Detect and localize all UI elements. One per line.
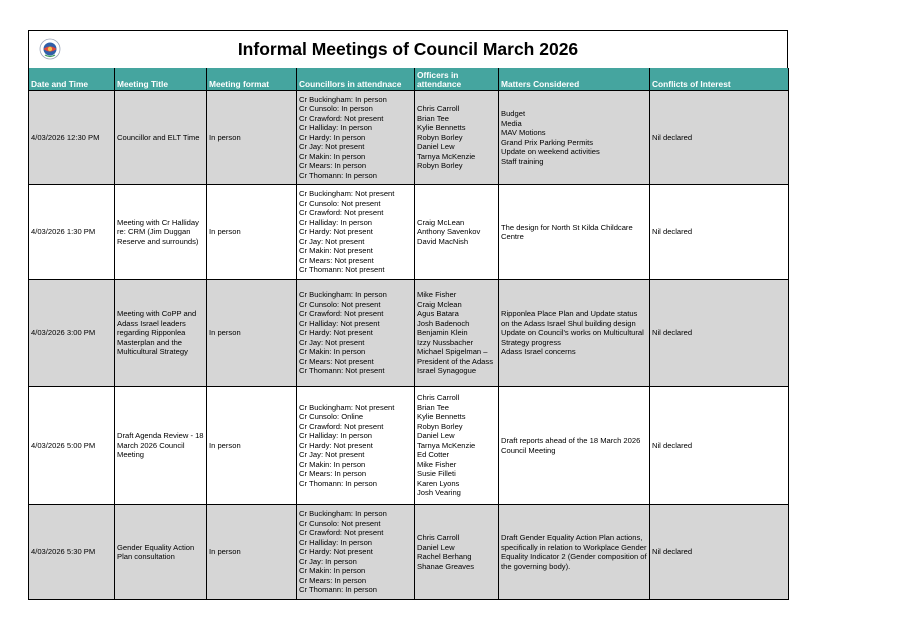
councillor-attendance: Cr Crawford: Not present [299,309,384,319]
table-row [29,91,789,185]
date-time: 4/03/2026 5:00 PM [31,440,96,450]
matter-item: Update on Council's works on Multicultural Strategy progress [501,328,644,347]
matter-item: Update on weekend activities [501,147,600,156]
officer-name: Brian Tee [417,402,449,412]
meeting-title-cell [115,280,207,387]
councillor-attendance: Cr Thomann: In person [299,585,377,595]
meeting-format: In person [209,132,241,142]
councillor-attendance: Cr Crawford: Not present [299,528,384,538]
conflicts-value: Nil declared [652,547,693,557]
officer-name: Israel Synagogue [417,366,477,376]
councillor-attendance: Cr Thomann: In person [299,478,377,488]
officer-name: Mike Fisher [417,290,457,300]
table-row [29,387,789,505]
councillor-attendance: Cr Jay: Not present [299,337,365,347]
matter-item: Staff training [501,156,544,166]
officer-name: Chris Carroll [417,533,460,542]
meeting-format: In person [209,547,241,557]
table-header-row [29,68,789,91]
officer-name: Chris Carroll [417,104,460,114]
meeting-title-cell [115,91,207,185]
councillor-attendance: Cr Hardy: Not present [299,328,373,338]
column-header-officers: Officers in attendance [415,68,499,91]
councillor-attendance: Cr Thomann: Not present [299,265,385,275]
matter-item: Ripponlea Place Plan and Update status on the Adass Israel Shul building design [501,309,638,328]
conflicts-cell [650,185,789,280]
meeting-title: Councillor and ELT Time [117,132,200,142]
officer-name: Robyn Borley [417,132,463,142]
date-time-cell [29,185,115,280]
matter-item: Adass Israel concerns [501,347,576,357]
officer-name: Benjamin Klein [417,328,468,338]
officer-name: Susie Filleti [417,469,456,479]
councillor-attendance: Cr Halliday: In person [299,537,373,547]
officer-name: Kylie Bennetts [417,412,466,422]
officer-name: Daniel Lew [417,542,455,552]
councillor-attendance: Cr Makin: In person [299,347,366,357]
councillor-attendance: Cr Buckingham: In person [299,290,387,300]
councillor-attendance: Cr Cunsolo: Online [299,412,364,422]
councillor-attendance: Cr Makin: In person [299,459,366,469]
officer-name: Craig McLean [417,217,465,227]
councillor-attendance: Cr Cunsolo: Not present [299,518,381,528]
officers-cell [415,505,499,600]
conflicts-cell [650,505,789,600]
meeting-format-cell [207,387,297,505]
councillor-attendance: Cr Thomann: In person [299,170,377,180]
table-row [29,280,789,387]
councillor-attendance: Cr Buckingham: In person [299,509,387,519]
conflicts-value: Nil declared [652,328,693,338]
councillor-attendance: Cr Cunsolo: Not present [299,198,381,208]
column-header-conflicts: Conflicts of Interest [650,68,789,91]
date-time-cell [29,280,115,387]
meeting-title: Meeting with CoPP and Adass Israel leaders regarding Ripponlea Masterplan and the Multicultural Strategy [117,309,197,357]
date-time: 4/03/2026 5:30 PM [31,547,96,557]
meeting-format-cell [207,505,297,600]
meeting-title-cell [115,387,207,505]
councillor-attendance: Cr Hardy: In person [299,132,366,142]
officer-name: Michael Spigelman – [417,347,488,357]
matters-cell [499,185,650,280]
officer-name: Izzy Nussbacher [417,337,474,347]
councillor-attendance: Cr Mears: In person [299,161,367,171]
councillor-attendance: Cr Mears: In person [299,469,367,479]
officer-name: Agus Batara [417,309,459,319]
councillor-attendance: Cr Buckingham: Not present [299,189,395,199]
councillor-attendance: Cr Halliday: Not present [299,318,380,328]
meetings-table [28,68,789,600]
matter-item: Grand Prix Parking Permits [501,137,593,147]
date-time-cell [29,505,115,600]
date-time-cell [29,387,115,505]
meeting-format: In person [209,328,241,338]
officers-cell [415,387,499,505]
conflicts-value: Nil declared [652,440,693,450]
matter-item: Media [501,118,522,128]
officer-name: Josh Badenoch [417,318,470,328]
matter-item: The design for North St Kilda Childcare Centre [501,222,633,241]
meeting-title-cell [115,505,207,600]
officer-name: Josh Vearing [417,488,461,498]
matter-item: MAV Motions [501,128,546,137]
meeting-format-cell [207,91,297,185]
matters-cell [499,505,650,600]
officers-cell [415,185,499,280]
officer-name: Tarnya McKenzie [417,440,476,450]
conflicts-value: Nil declared [652,132,693,142]
matters-cell [499,280,650,387]
councillors-cell [297,91,415,185]
column-header-councillors: Councillors in attendnace [297,68,415,91]
officer-name: Kylie Bennetts [417,123,466,133]
matter-item: Budget [501,109,526,118]
officer-name: Rachel Berhang [417,552,472,561]
meeting-title: Draft Agenda Review - 18 March 2026 Council Meeting [117,431,204,460]
meetings-document [28,30,788,600]
matter-item: Draft Gender Equality Action Plan actions, specifically in relation to Workplace Gender Equality Indicator 2 (Gender composition of the governing body). [501,533,647,571]
meeting-title: Gender Equality Action Plan consultation [117,542,195,561]
column-header-date-time: Date and Time [29,68,115,91]
meeting-format: In person [209,440,241,450]
officers-cell [415,280,499,387]
conflicts-cell [650,280,789,387]
councillor-attendance: Cr Hardy: Not present [299,227,373,237]
councillors-cell [297,280,415,387]
conflicts-cell [650,91,789,185]
councillors-cell [297,505,415,600]
councillor-attendance: Cr Crawford: Not present [299,421,384,431]
date-time: 4/03/2026 12:30 PM [31,132,100,142]
table-row [29,505,789,600]
councillor-attendance: Cr Cunsolo: Not present [299,299,381,309]
councillors-cell [297,185,415,280]
councillor-attendance: Cr Halliday: In person [299,431,373,441]
officer-name: Anthony Savenkov [417,227,481,237]
councillor-attendance: Cr Buckingham: In person [299,94,387,104]
meeting-format-cell [207,185,297,280]
councillor-attendance: Cr Makin: Not present [299,246,373,256]
officer-name: Karen Lyons [417,478,460,488]
councillor-attendance: Cr Hardy: Not present [299,547,373,557]
officer-name: Craig Mclean [417,299,462,309]
councillor-attendance: Cr Jay: Not present [299,236,365,246]
conflicts-value: Nil declared [652,227,693,237]
councillor-attendance: Cr Mears: Not present [299,255,374,265]
table-row [29,185,789,280]
column-header-matters: Matters Considered [499,68,650,91]
matter-item: Draft reports ahead of the 18 March 2026 Council Meeting [501,436,641,455]
officer-name: Brian Tee [417,113,449,123]
councillor-attendance: Cr Halliday: In person [299,217,373,227]
councillor-attendance: Cr Hardy: Not present [299,440,373,450]
officers-cell [415,91,499,185]
matters-cell [499,387,650,505]
date-time-cell [29,91,115,185]
document-title: Informal Meetings of Council March 2026 [237,39,579,59]
officer-name: Tarnya McKenzie [417,151,476,161]
meeting-format-cell [207,280,297,387]
title-bar [28,30,788,68]
officer-name: Chris Carroll [417,393,460,403]
matters-cell [499,91,650,185]
officer-name: Mike Fisher [417,459,457,469]
officer-name: David MacNish [417,236,469,246]
councillor-attendance: Cr Makin: In person [299,151,366,161]
councillor-attendance: Cr Jay: Not present [299,450,365,460]
councillor-attendance: Cr Buckingham: Not present [299,402,395,412]
councillor-attendance: Cr Cunsolo: In person [299,104,373,114]
column-header-meeting-format: Meeting format [207,68,297,91]
date-time: 4/03/2026 1:30 PM [31,227,96,237]
councillor-attendance: Cr Halliday: In person [299,123,373,133]
councillor-attendance: Cr Mears: In person [299,575,367,585]
officer-name: Ed Cotter [417,450,450,460]
meeting-title: Meeting with Cr Halliday re: CRM (Jim Duggan Reserve and surrounds) [117,217,199,246]
conflicts-cell [650,387,789,505]
officer-name: Daniel Lew [417,431,455,441]
officer-name: Robyn Borley [417,161,463,171]
councillor-attendance: Cr Mears: Not present [299,356,374,366]
councillor-attendance: Cr Makin: In person [299,566,366,576]
councillor-attendance: Cr Jay: In person [299,556,357,566]
officer-name: Shanae Greaves [417,561,474,571]
meeting-title-cell [115,185,207,280]
councillor-attendance: Cr Crawford: Not present [299,208,384,218]
officer-name: President of the Adass [417,356,493,366]
councillors-cell [297,387,415,505]
date-time: 4/03/2026 3:00 PM [31,328,96,338]
councillor-attendance: Cr Thomann: Not present [299,366,385,376]
column-header-meeting-title: Meeting Title [115,68,207,91]
officer-name: Daniel Lew [417,142,455,152]
officer-name: Robyn Borley [417,421,463,431]
councillor-attendance: Cr Jay: Not present [299,142,365,152]
meeting-format: In person [209,227,241,237]
councillor-attendance: Cr Crawford: Not present [299,113,384,123]
